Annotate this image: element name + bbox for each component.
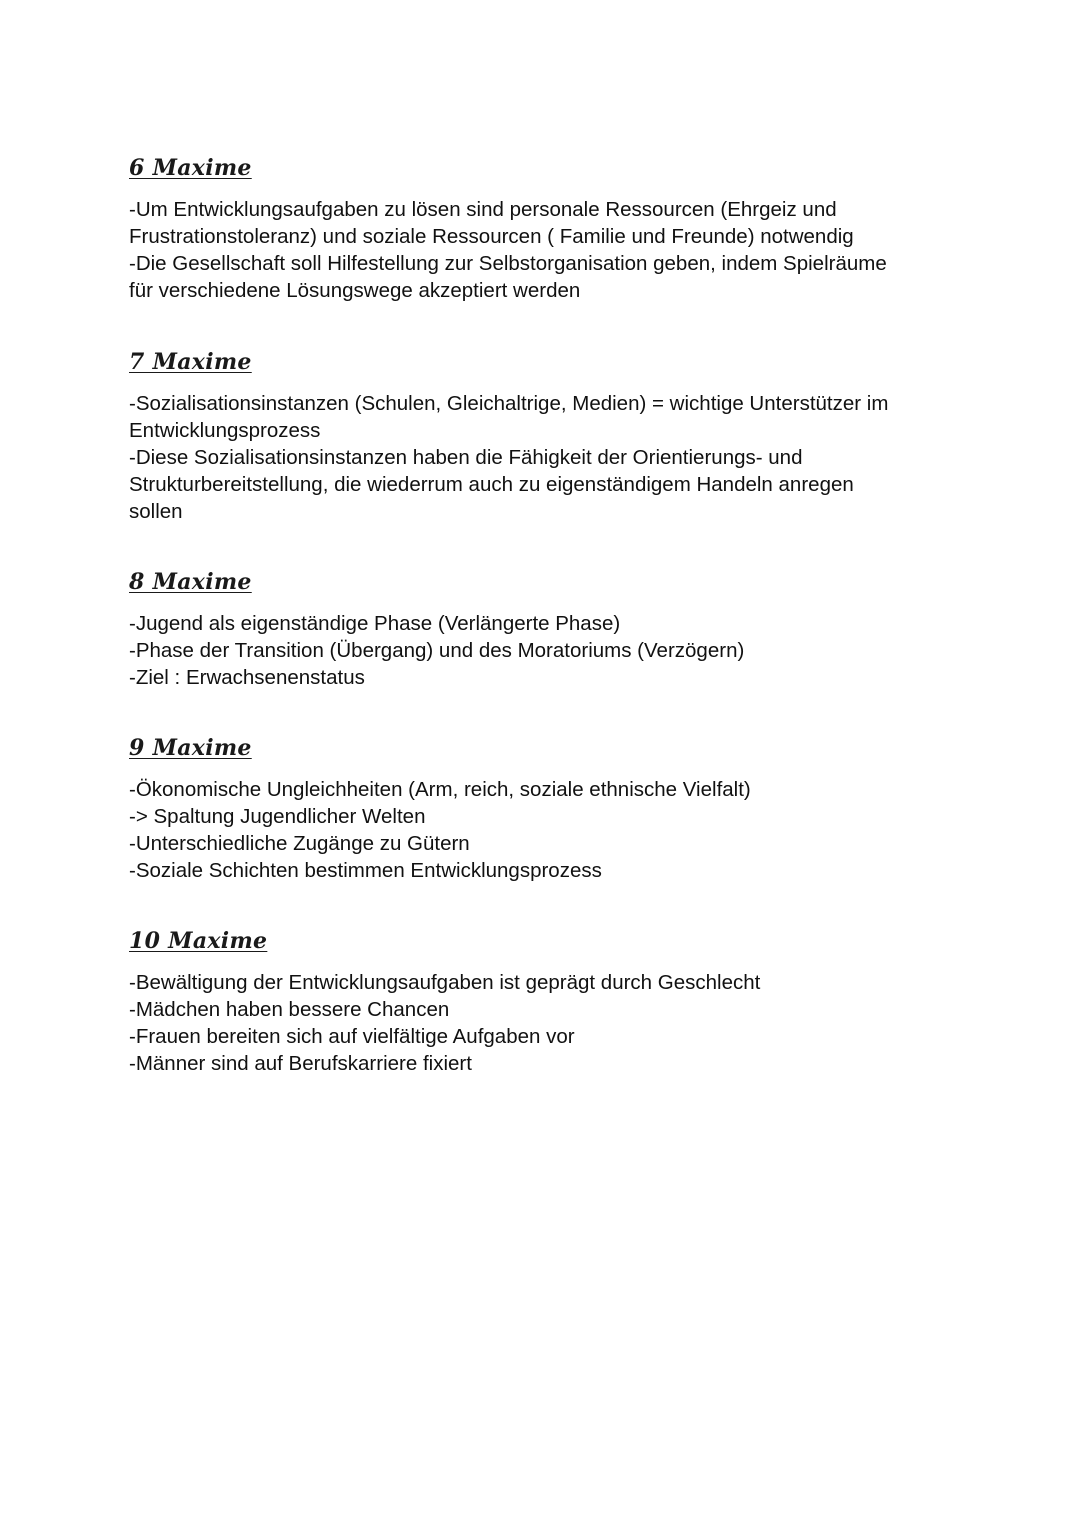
section-body (129, 610, 989, 691)
text-line: -Bewältigung der Entwicklungsaufgaben ist geprägt durch Geschlecht (129, 971, 761, 994)
text-line: -Sozialisationsinstanzen (Schulen, Gleichaltrige, Medien) = wichtige Unterstützer im (129, 392, 889, 415)
section-body (129, 390, 989, 525)
text-line: -Jugend als eigenständige Phase (Verlängerte Phase) (129, 612, 621, 635)
section-heading: 9 Maxime (129, 735, 252, 761)
text-line: für verschiedene Lösungswege akzeptiert werden (129, 279, 581, 302)
page-content (129, 152, 989, 1085)
section-heading: 10 Maxime (129, 928, 268, 954)
text-line: -Frauen bereiten sich auf vielfältige Aufgaben vor (129, 1025, 575, 1048)
section-maxime-9 (129, 732, 989, 925)
text-line: Frustrationstoleranz) und soziale Ressourcen ( Familie und Freunde) notwendig (129, 225, 854, 248)
section-body (129, 196, 989, 304)
text-line: Strukturbereitstellung, die wiederrum auch zu eigenständigem Handeln anregen (129, 473, 854, 496)
text-line: -Mädchen haben bessere Chancen (129, 998, 450, 1021)
text-line: sollen (129, 500, 183, 523)
section-heading: 8 Maxime (129, 569, 252, 595)
section-maxime-7 (129, 346, 989, 566)
section-heading: 7 Maxime (129, 349, 252, 375)
text-line: -Soziale Schichten bestimmen Entwicklungsprozess (129, 859, 602, 882)
text-line: -Ökonomische Ungleichheiten (Arm, reich, soziale ethnische Vielfalt) (129, 778, 751, 801)
section-maxime-8 (129, 566, 989, 732)
text-line: -Die Gesellschaft soll Hilfestellung zur Selbstorganisation geben, indem Spielräume (129, 252, 887, 275)
section-body (129, 776, 989, 884)
text-line: -Diese Sozialisationsinstanzen haben die Fähigkeit der Orientierungs- und (129, 446, 803, 469)
text-line: -Unterschiedliche Zugänge zu Gütern (129, 832, 470, 855)
text-line: -> Spaltung Jugendlicher Welten (129, 805, 426, 828)
text-line: -Um Entwicklungsaufgaben zu lösen sind personale Ressourcen (Ehrgeiz und (129, 198, 837, 221)
text-line: Entwicklungsprozess (129, 419, 321, 442)
section-body (129, 969, 989, 1077)
section-heading: 6 Maxime (129, 155, 252, 181)
text-line: -Männer sind auf Berufskarriere fixiert (129, 1052, 472, 1075)
section-maxime-10 (129, 925, 989, 1085)
text-line: -Phase der Transition (Übergang) und des Moratoriums (Verzögern) (129, 639, 745, 662)
section-maxime-6 (129, 152, 989, 346)
text-line: -Ziel : Erwachsenenstatus (129, 666, 365, 689)
